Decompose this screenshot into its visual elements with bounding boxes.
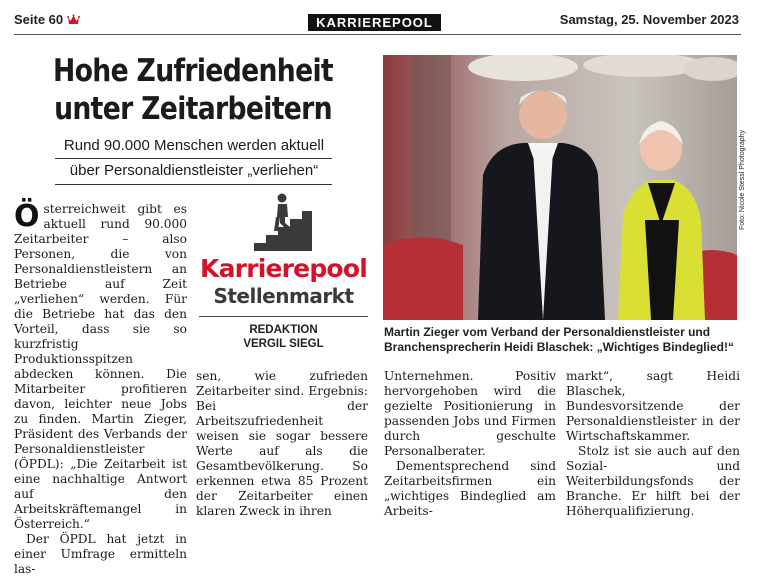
page-number bbox=[14, 12, 80, 27]
section-label: KARRIEREPOOL bbox=[308, 14, 441, 31]
column-3-paragraph-2: Dementsprechend sind Zeitarbeitsfirmen ein „wichtiges Bindeglied am Arbeits- bbox=[384, 459, 556, 518]
article-column-1 bbox=[14, 199, 187, 577]
column-2-paragraph-1: sen, wie zufrieden Zeitarbeiter sind. Ergebnis: Bei der Arbeitszufriedenheit weisen sie sogar bessere Werte auf als die Gesamtbevölkerung. So erkennen etwa 85 Prozent der Zeitarbeiter einen klaren Zweck in ihren bbox=[196, 369, 368, 518]
person-climbing-stairs-icon bbox=[252, 193, 314, 253]
crown-icon bbox=[67, 14, 80, 25]
headline-line-2: unter Zeitarbeitern bbox=[54, 91, 332, 127]
article-headline bbox=[51, 52, 335, 128]
column-1-paragraph-2: Der ÖPDL hat jetzt in einer Umfrage ermitteln las- bbox=[14, 532, 187, 576]
byline bbox=[196, 323, 371, 351]
karrierepool-title: Karrierepool bbox=[200, 254, 367, 283]
headline-line-1: Hohe Zufriedenheit bbox=[53, 53, 333, 89]
drop-cap: Ö bbox=[14, 199, 40, 234]
subheadline-line-1: Rund 90.000 Menschen werden aktuell bbox=[63, 137, 325, 154]
stellenmarkt-subtitle: Stellenmarkt bbox=[213, 284, 354, 308]
header-divider bbox=[14, 34, 741, 35]
byline-author: VERGIL SIEGL bbox=[243, 338, 324, 350]
column-4-paragraph-1: markt“, sagt Heidi Blaschek, Bundesvorsitzende der Personaldienstleister in der Wirtschaftskammer. bbox=[566, 369, 740, 443]
article-column-2 bbox=[196, 369, 368, 519]
karrierepool-divider bbox=[199, 316, 368, 317]
issue-date: Samstag, 25. November 2023 bbox=[559, 12, 739, 27]
column-4-paragraph-2: Stolz ist sie auch auf den Sozial- und Weiterbildungsfonds der Branche. Er hilft bei der Höherqualifizierung. bbox=[566, 444, 740, 518]
column-1-paragraph-1: sterreichweit gibt es aktuell rund 90.000 Zeitarbeiter – also Personen, die von Personaldienstleistern an Betriebe auf Zeit „verliehen“ werden. Für die Betriebe hat das den Vorteil, dass sie so kurzfristig Produktionsspitzen abdecken können. Die Mitarbeiter profitieren davon, leichter neue Jobs zu finden. Martin Zieger, Präsident des Verbands der Personaldienstleister (ÖPDL): „Die Zeitarbeit ist eine nachhaltige Antwort auf den Arbeitskräftemangel in Österreich.“ bbox=[14, 202, 187, 531]
photo-caption: Martin Zieger vom Verband der Personaldienstleister und Branchensprecherin Heidi Blaschek: „Wichtiges Bindeglied!“ bbox=[384, 325, 734, 354]
photo-credit: Foto: Nicole Stessl Photography bbox=[739, 130, 746, 230]
byline-label: REDAKTION bbox=[249, 324, 318, 336]
article-column-4 bbox=[566, 369, 740, 519]
subheadline-divider bbox=[55, 158, 332, 159]
subheadline-line-2: über Personaldienstleister „verliehen“ bbox=[69, 162, 319, 179]
subheadline-divider-bottom bbox=[55, 184, 332, 185]
page-number-label: Seite 60 bbox=[14, 12, 64, 27]
article-column-3 bbox=[384, 369, 556, 519]
article-photo bbox=[383, 55, 737, 320]
column-3-paragraph-1: Unternehmen. Positiv hervorgehoben wird die gezielte Positionierung in passenden Jobs und Firmen durch geschulte Personalberater. bbox=[384, 369, 556, 458]
